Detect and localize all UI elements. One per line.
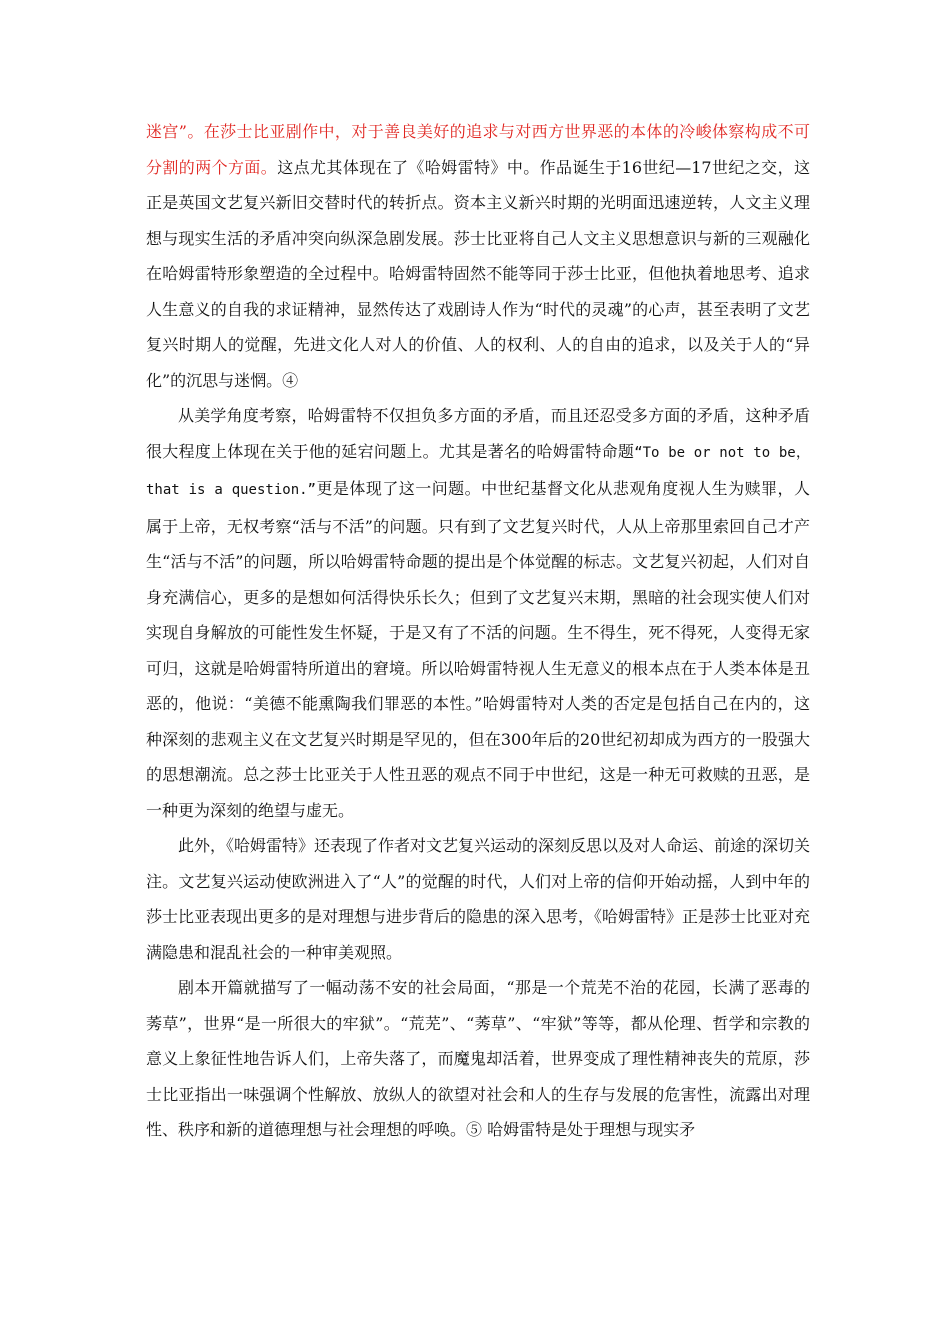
document-body <box>146 114 810 1148</box>
paragraph-3 <box>146 828 810 970</box>
paragraph-text: 从美学角度考察，哈姆雷特不仅担负多方面的矛盾，而且还忍受多方面的矛盾，这种矛盾很大程度上体现在关于他的延宕问题上。尤其是著名的哈姆雷特命题 <box>146 406 810 461</box>
paragraph-text: 此外，《哈姆雷特》还表现了作者对文艺复兴运动的深刻反思以及对人命运、前途的深切关注。文艺复兴运动使欧洲进入了“人”的觉醒的时代，人们对上帝的信仰开始动摇，人到中年的莎士比亚表现出更多的是对理想与进步背后的隐患的深入思考，《哈姆雷特》正是莎士比亚对充满隐患和混乱社会的一种审美观照。 <box>146 836 811 962</box>
paragraph-2 <box>146 398 810 828</box>
paragraph-4 <box>146 970 810 1148</box>
english-quote: “To be or not to be，that is a question.” <box>146 444 810 498</box>
paragraph-1 <box>146 114 810 398</box>
highlighted-text: 迷宫”。在莎士比亚剧作中，对于善良美好的追求与对西方世界恶的本体的冷峻体察构成不可分割的两个方面。 <box>146 122 810 177</box>
paragraph-text: 更是体现了这一问题。中世纪基督文化从悲观角度视人生为赎罪，人属于上帝，无权考察“活与不活”的问题。只有到了文艺复兴时代，人从上帝那里索回自己才产生“活与不活”的问题，所以哈姆雷特命题的提出是个体觉醒的标志。文艺复兴初起，人们对自身充满信心，更多的是想如何活得快乐长久；但到了文艺复兴末期，黑暗的社会现实使人们对实现自身解放的可能性发生怀疑，于是又有了不活的问题。生不得生，死不得死，人变得无家可归，这就是哈姆雷特所道出的窘境。所以哈姆雷特视人生无意义的根本点在于人类本体是丑恶的，他说：“美德不能熏陶我们罪恶的本性。”哈姆雷特对人类的否定是包括自己在内的，这种深刻的悲观主义在文艺复兴时期是罕见的，但在300年后的20世纪初却成为西方的一股强大的思想潮流。总之莎士比亚关于人性丑恶的观点不同于中世纪，这是一种无可救赎的丑恶，是一种更为深刻的绝望与虚无。 <box>146 479 810 820</box>
paragraph-text: 剧本开篇就描写了一幅动荡不安的社会局面，“那是一个荒芜不治的花园，长满了恶毒的莠草”，世界“是一所很大的牢狱”。“荒芜”、“莠草”、“牢狱”等等，都从伦理、哲学和宗教的意义上象征性地告诉人们，上帝失落了，而魔鬼却活着，世界变成了理性精神丧失的荒原，莎士比亚指出一味强调个性解放、放纵人的欲望对社会和人的生存与发展的危害性，流露出对理性、秩序和新的道德理想与社会理想的呼唤。⑤ 哈姆雷特是处于理想与现实矛 <box>146 978 810 1139</box>
paragraph-text: 这点尤其体现在了《哈姆雷特》中。作品诞生于16世纪—17世纪之交，这正是英国文艺复兴新旧交替时代的转折点。资本主义新兴时期的光明面迅速逆转，人文主义理想与现实生活的矛盾冲突向纵深急剧发展。莎士比亚将自己人文主义思想意识与新的三观融化在哈姆雷特形象塑造的全过程中。哈姆雷特固然不能等同于莎士比亚，但他执着地思考、追求人生意义的自我的求证精神，显然传达了戏剧诗人作为“时代的灵魂”的心声，甚至表明了文艺复兴时期人的觉醒，先进文化人对人的价值、人的权利、人的自由的追求，以及关于人的“异化”的沉思与迷惘。④ <box>146 157 810 390</box>
